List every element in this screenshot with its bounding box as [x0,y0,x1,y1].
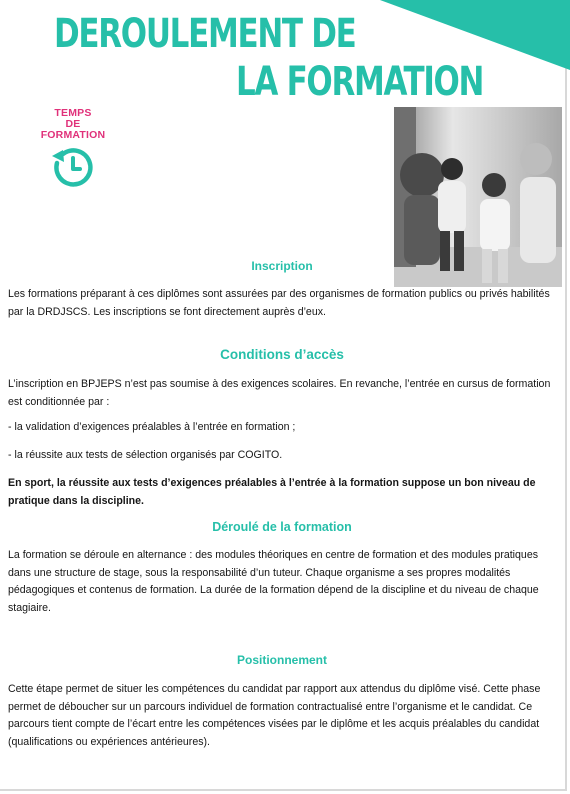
deroule-text: La formation se déroule en alternance : des modules théoriques en centre de formation et des modules pratiques dans une structure de stage, sous la responsabilité d’un tuteur. Chaque organisme a ses propres modalités pédagogiques et contenus de formation. La durée de la formation dépend de la discipline et du niveau de chaque stagiaire. [8,549,539,614]
badge-line-1: TEMPS [54,107,92,119]
page-title-line2: LA FORMATION [236,59,484,105]
page-title-line1: DEROULEMENT DE [54,11,356,57]
badge-line-3: FORMATION [40,129,106,141]
section-title-positionnement: Positionnement [236,653,327,667]
conditions-intro: L’inscription en BPJEPS n’est pas soumise à des exigences scolaires. En revanche, l’entrée en cursus de formation est conditionnée par : [8,378,551,408]
training-time-badge [34,108,112,191]
clock-icon [49,143,97,191]
section-title-conditions: Conditions d’accès [220,347,344,362]
conditions-item-2: - la réussite aux tests de sélection organisés par COGITO. [8,449,283,461]
section-title-inscription: Inscription [251,259,313,273]
positionnement-text: Cette étape permet de situer les compétences du candidat par rapport aux attendus du diplôme visé. Cette phase permet de déboucher sur un parcours individuel de formation contractualisé entre l’organisme et le candidat. Ce parcours tient compte de l’écart entre les compétences visées par le diplôme et les acquis préalables du candidat (qualifications ou expériences antérieures). [8,683,541,748]
conditions-item-1: - la validation d’exigences préalables à l’entrée en formation ; [8,421,296,433]
inscription-text: Les formations préparant à ces diplômes sont assurées par des organismes de formation publics ou privés habilités par la DRDJSCS. Les inscriptions se font directement auprès d’eux. [8,288,550,318]
section-title-deroule: Déroulé de la formation [212,520,352,534]
conditions-note: En sport, la réussite aux tests d’exigences préalables à l’entrée à la formation suppose un bon niveau de pratique dans la discipline. [8,477,536,507]
badge-line-2: DE [65,118,81,130]
